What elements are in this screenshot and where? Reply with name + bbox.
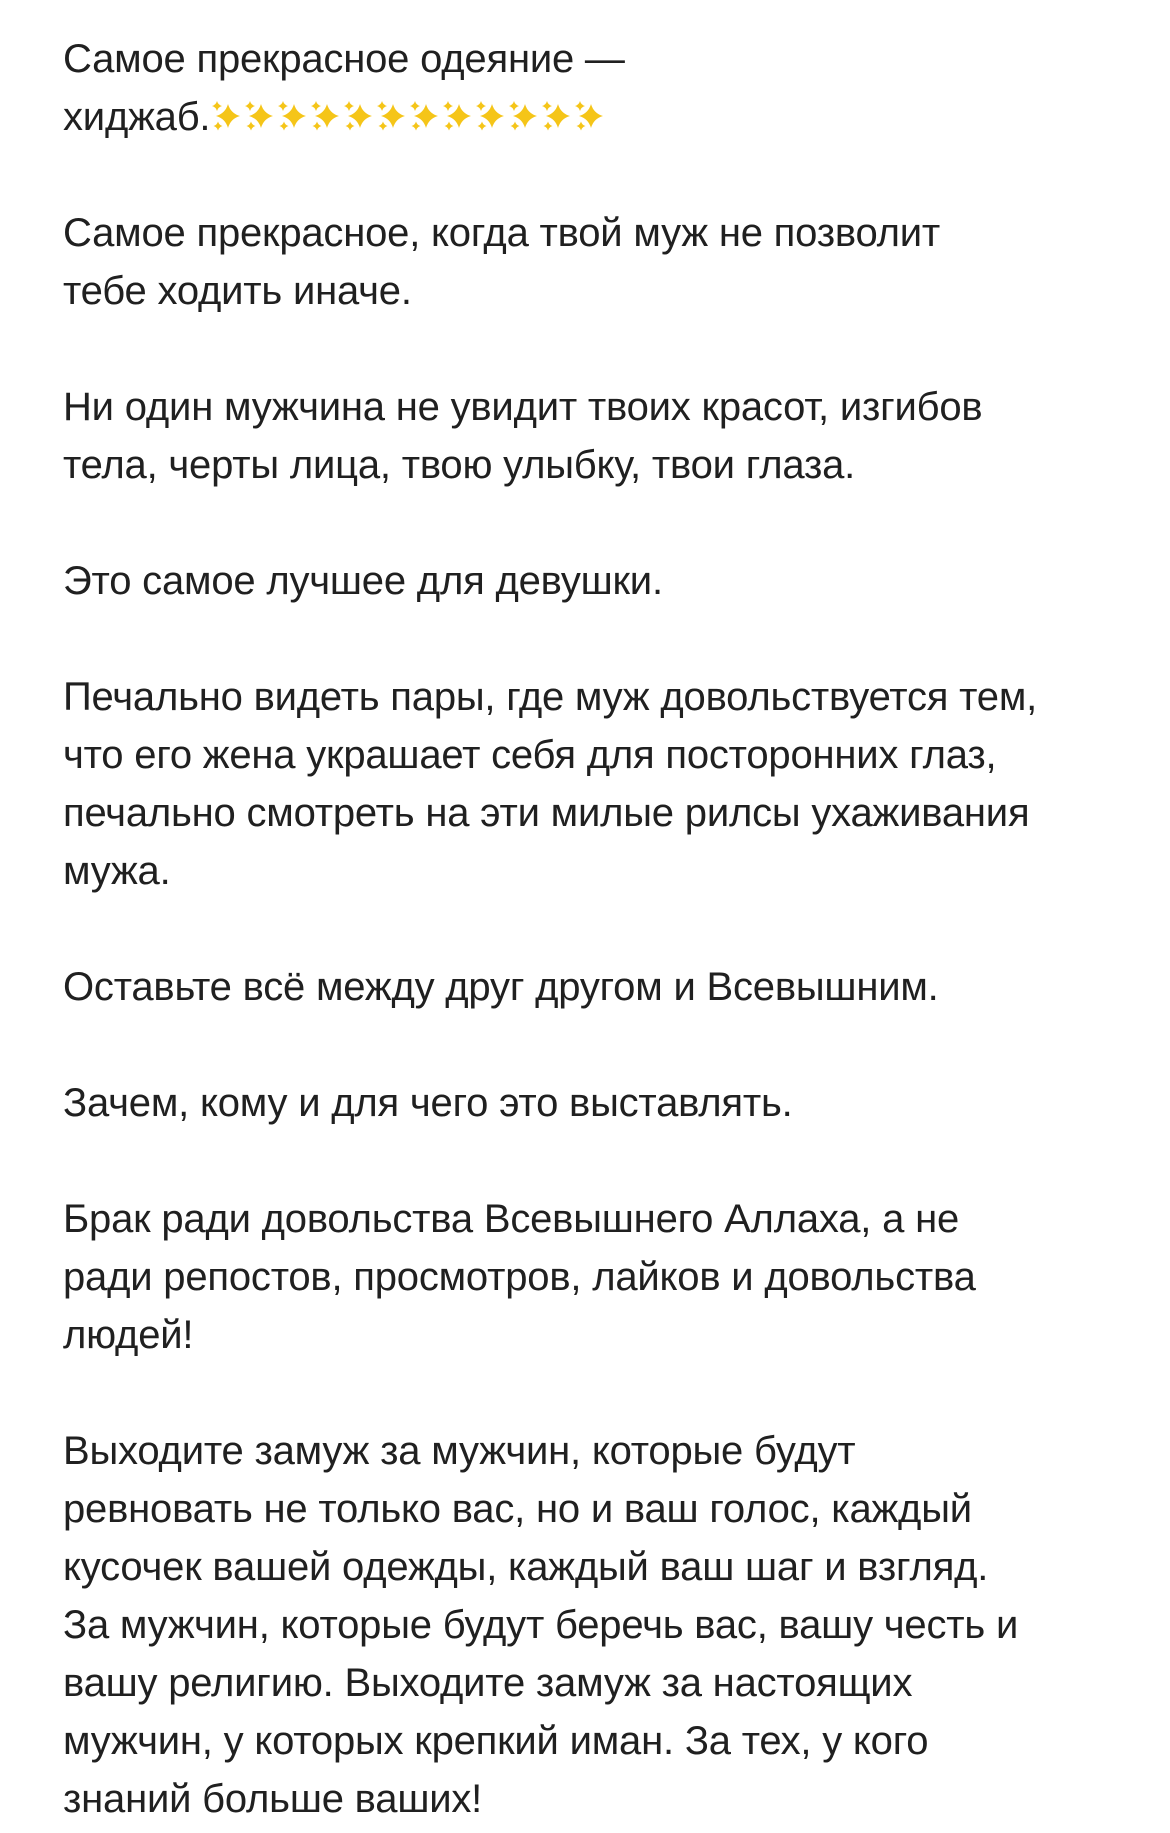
text-line: Выходите замуж за мужчин, которые будут [63, 1429, 856, 1473]
text-line: что его жена украшает себя для посторонних глаз, [63, 733, 997, 777]
text-line: людей! [63, 1313, 194, 1357]
post-text [63, 30, 1133, 1828]
text-line: Печально видеть пары, где муж довольствуется тем, [63, 675, 1038, 719]
text-line: Зачем, кому и для чего это выставлять. [63, 1081, 793, 1125]
sparkles-icon [210, 96, 243, 136]
text-line: ревновать не только вас, но и ваш голос, каждый [63, 1487, 972, 1531]
text-line: знаний больше ваших! [63, 1777, 483, 1821]
text-line: мужчин, у которых крепкий иман. За тех, у кого [63, 1719, 929, 1763]
sparkles-icon [540, 96, 573, 136]
text-line: кусочек вашей одежды, каждый ваш шаг и взгляд. [63, 1545, 989, 1589]
text-line: Ни один мужчина не увидит твоих красот, изгибов [63, 385, 983, 429]
sparkles-emoji-row [210, 88, 606, 146]
sparkles-icon [342, 96, 375, 136]
paragraph [63, 1074, 1133, 1132]
text-line: хиджаб. [63, 95, 211, 139]
text-line: мужа. [63, 849, 171, 893]
paragraph [63, 1422, 1133, 1828]
text-line: Брак ради довольства Всевышнего Аллаха, а не [63, 1197, 960, 1241]
sparkles-icon [309, 96, 342, 136]
paragraph [63, 204, 1133, 320]
sparkles-icon [441, 96, 474, 136]
text-line: Самое прекрасное одеяние — [63, 37, 625, 81]
text-line: ради репостов, просмотров, лайков и довольства [63, 1255, 976, 1299]
paragraph [63, 1190, 1133, 1364]
text-line: тебе ходить иначе. [63, 269, 412, 313]
paragraph [63, 552, 1133, 610]
paragraph [63, 378, 1133, 494]
text-line: Оставьте всё между друг другом и Всевышним. [63, 965, 939, 1009]
sparkles-icon [243, 96, 276, 136]
text-line: Самое прекрасное, когда твой муж не позволит [63, 211, 941, 255]
sparkles-icon [375, 96, 408, 136]
paragraph [63, 668, 1133, 900]
sparkles-icon [408, 96, 441, 136]
sparkles-icon [507, 96, 540, 136]
text-line: вашу религию. Выходите замуж за настоящих [63, 1661, 913, 1705]
text-line: печально смотреть на эти милые рилсы ухаживания [63, 791, 1030, 835]
sparkles-icon [573, 96, 606, 136]
paragraph [63, 30, 1133, 146]
text-line: тела, черты лица, твою улыбку, твои глаза. [63, 443, 856, 487]
text-line: Это самое лучшее для девушки. [63, 559, 663, 603]
sparkles-icon [474, 96, 507, 136]
text-line: За мужчин, которые будут беречь вас, вашу честь и [63, 1603, 1019, 1647]
text-line-with-emoji [63, 88, 1133, 146]
paragraph [63, 958, 1133, 1016]
sparkles-icon [276, 96, 309, 136]
